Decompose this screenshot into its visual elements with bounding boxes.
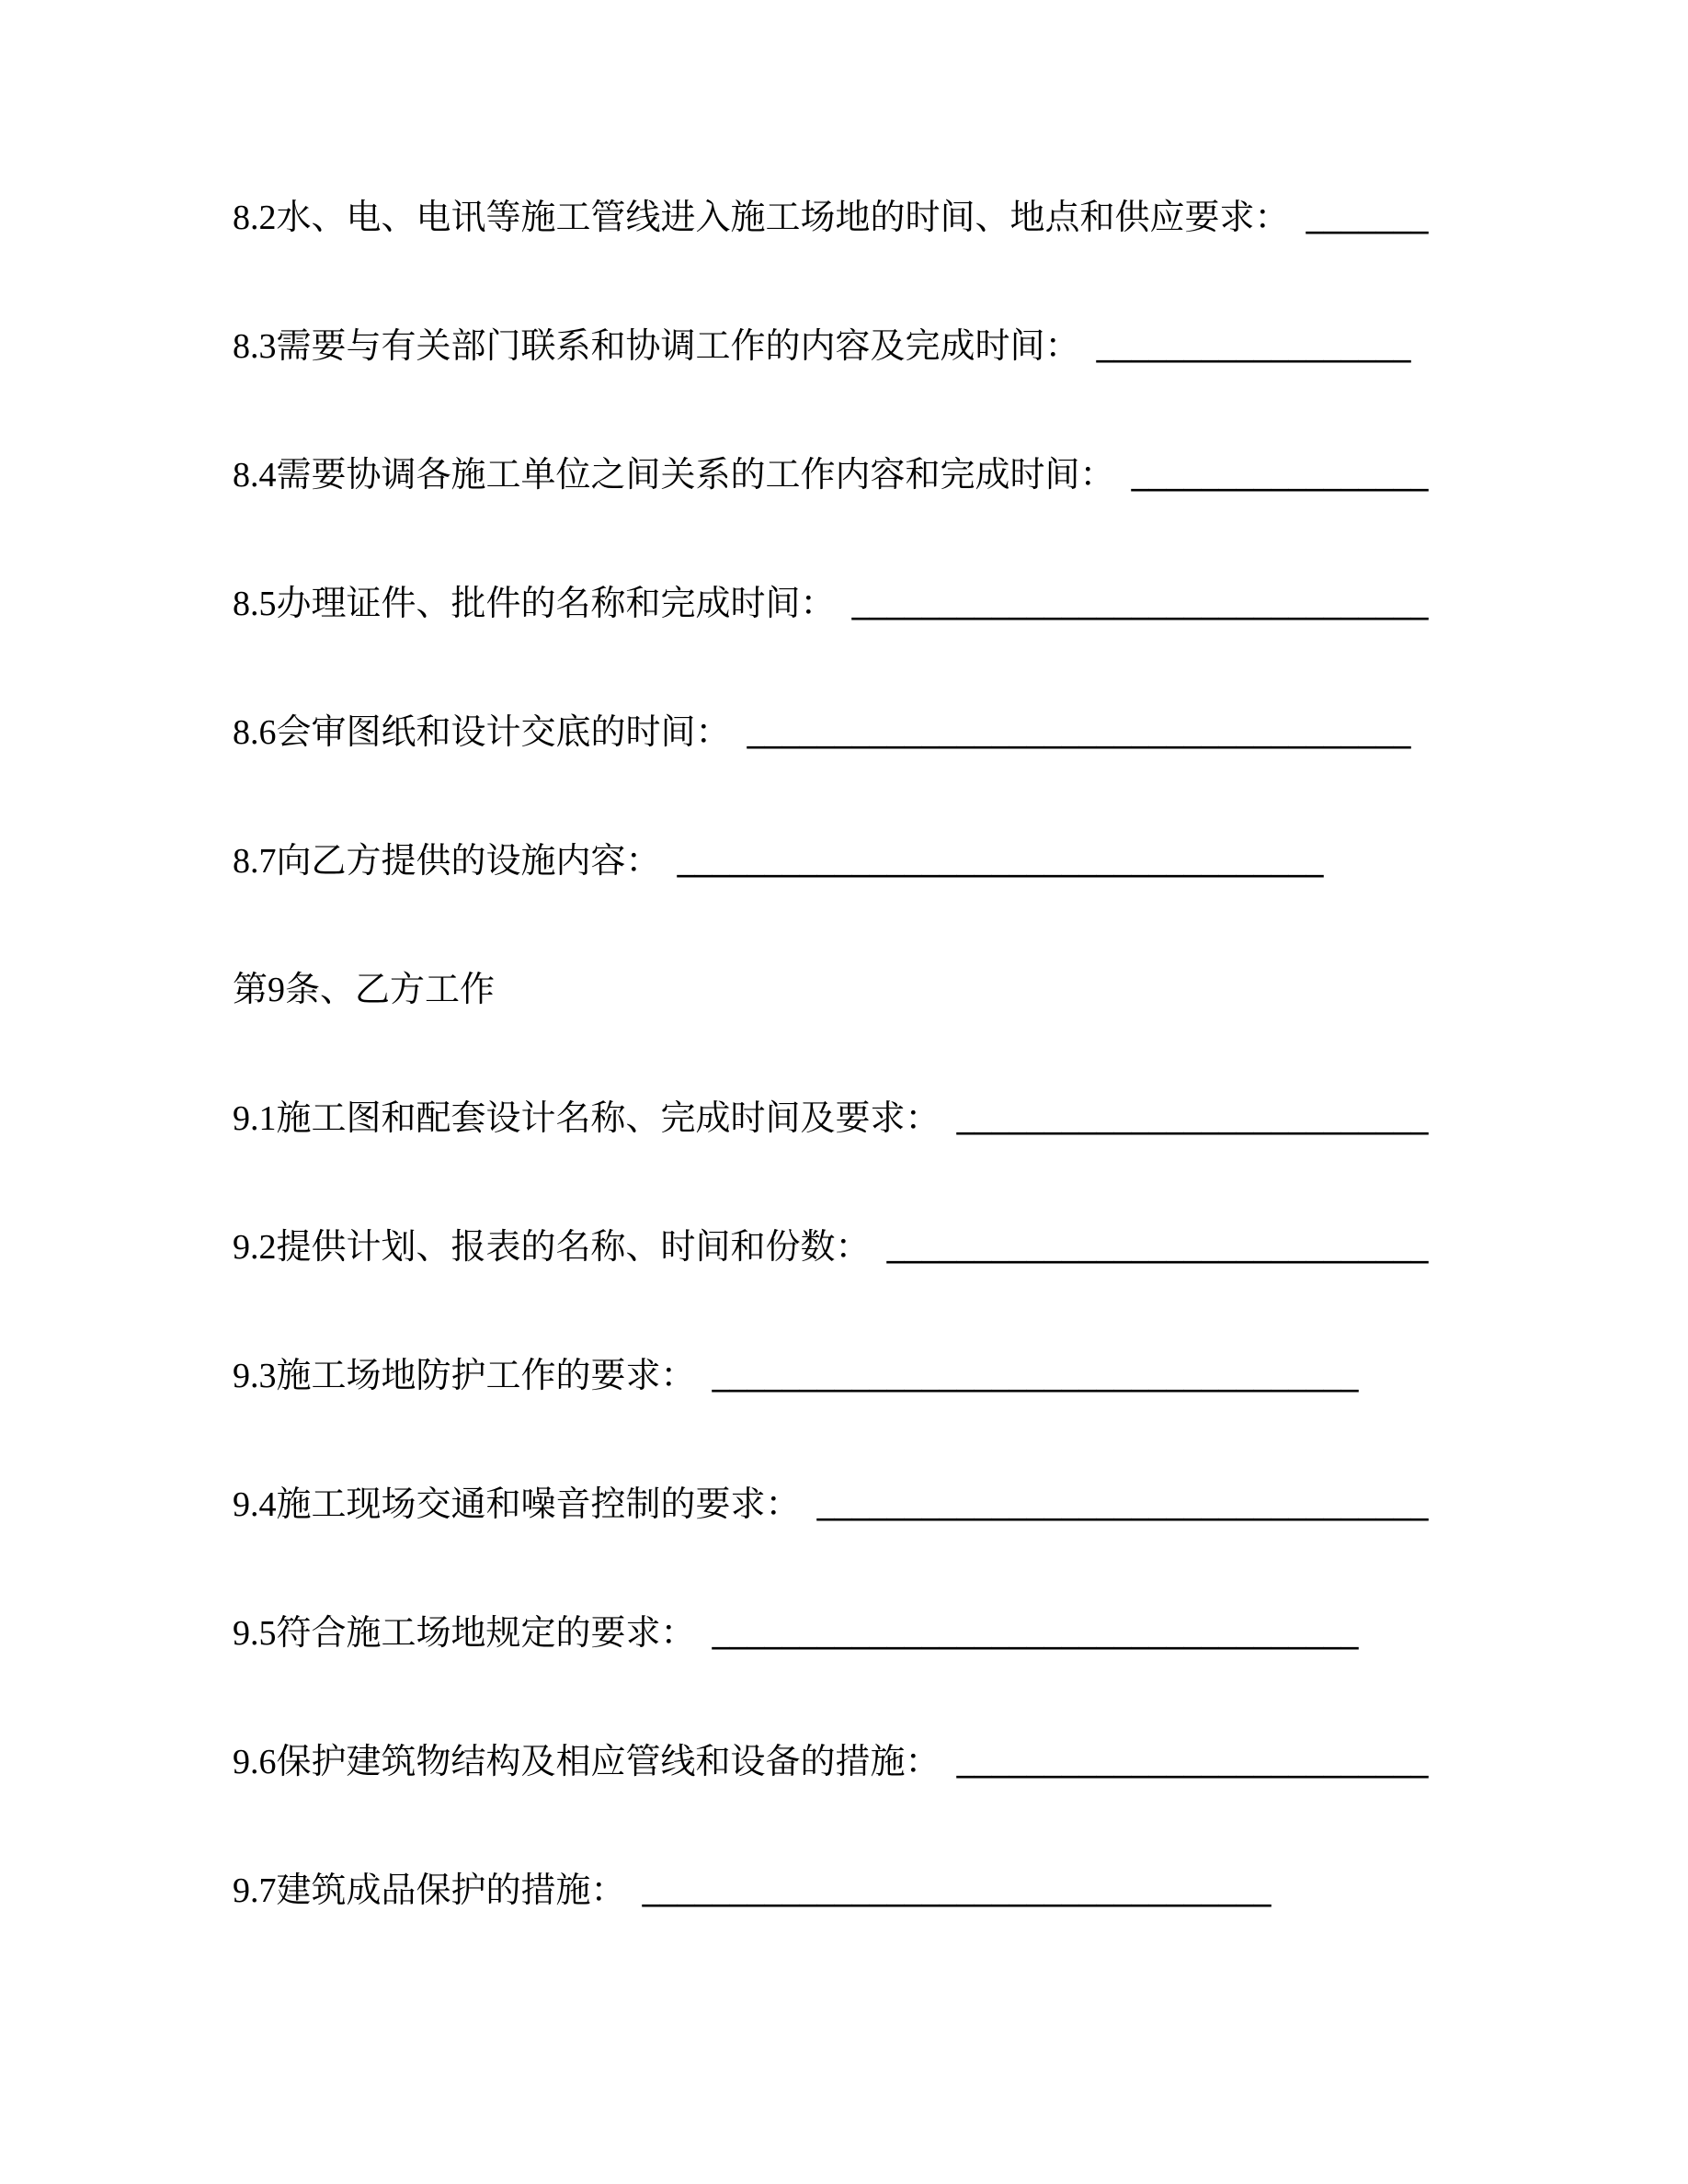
clause-9-3 [233, 1312, 1633, 1440]
clause-9-3-text: 9.3施工场地防护工作的要求： [233, 1357, 696, 1395]
clause-9-2-text: 9.2提供计划、报表的名称、时间和份数： [233, 1228, 871, 1267]
clause-8-6-text: 8.6会审图纸和设计交底的时间： [233, 713, 731, 752]
clause-8-3 [233, 282, 1633, 411]
clause-9-1-text: 9.1施工图和配套设计名称、完成时间及要求： [233, 1099, 941, 1138]
clause-9-5 [233, 1569, 1633, 1698]
clause-9-5-fill-blank: _____________________________________ [712, 1614, 1359, 1653]
clause-9-5-text: 9.5符合施工场地规定的要求： [233, 1614, 696, 1653]
clause-8-7-text: 8.7向乙方提供的设施内容： [233, 842, 661, 881]
clause-9-3-fill-blank: _____________________________________ [712, 1357, 1359, 1395]
clause-9-1 [233, 1054, 1633, 1183]
clause-9-6-fill-blank: ___________________________ [956, 1743, 1429, 1781]
clause-9-2 [233, 1183, 1633, 1312]
section-9-heading-text: 第9条、乙方工作 [233, 971, 496, 1009]
clause-8-5 [233, 540, 1633, 668]
clause-8-3-text: 8.3需要与有关部门联系和协调工作的内容及完成时间： [233, 327, 1080, 366]
clause-8-7 [233, 797, 1633, 926]
clause-8-4-fill-blank: _________________ [1131, 456, 1429, 495]
clause-8-2 [233, 154, 1633, 282]
clause-9-6 [233, 1698, 1633, 1826]
clause-9-4-text: 9.4施工现场交通和噪音控制的要求： [233, 1485, 801, 1524]
clause-8-6 [233, 668, 1633, 797]
clause-8-5-text: 8.5办理证件、批件的名称和完成时间： [233, 585, 836, 623]
clause-9-7 [233, 1826, 1633, 1955]
clause-9-7-fill-blank: ____________________________________ [642, 1871, 1272, 1910]
clause-8-4 [233, 411, 1633, 540]
clause-9-6-text: 9.6保护建筑物结构及相应管线和设备的措施： [233, 1743, 941, 1781]
clause-9-4 [233, 1440, 1633, 1569]
clause-9-4-fill-blank: ___________________________________ [816, 1485, 1429, 1524]
clause-8-5-fill-blank: _________________________________ [851, 585, 1429, 623]
clause-8-2-fill-blank: _______ [1306, 199, 1429, 237]
clause-9-7-text: 9.7建筑成品保护的措施： [233, 1871, 626, 1910]
clause-9-2-fill-blank: _______________________________ [886, 1228, 1429, 1267]
section-9-heading [233, 926, 1633, 1054]
clause-8-4-text: 8.4需要协调各施工单位之间关系的工作内容和完成时间： [233, 456, 1115, 495]
clause-8-2-text: 8.2水、电、电讯等施工管线进入施工场地的时间、地点和供应要求： [233, 199, 1290, 237]
clause-8-3-fill-blank: __________________ [1096, 327, 1411, 366]
clause-8-7-fill-blank: _____________________________________ [677, 842, 1324, 881]
clause-9-1-fill-blank: ___________________________ [956, 1099, 1429, 1138]
clause-8-6-fill-blank: ______________________________________ [747, 713, 1411, 752]
